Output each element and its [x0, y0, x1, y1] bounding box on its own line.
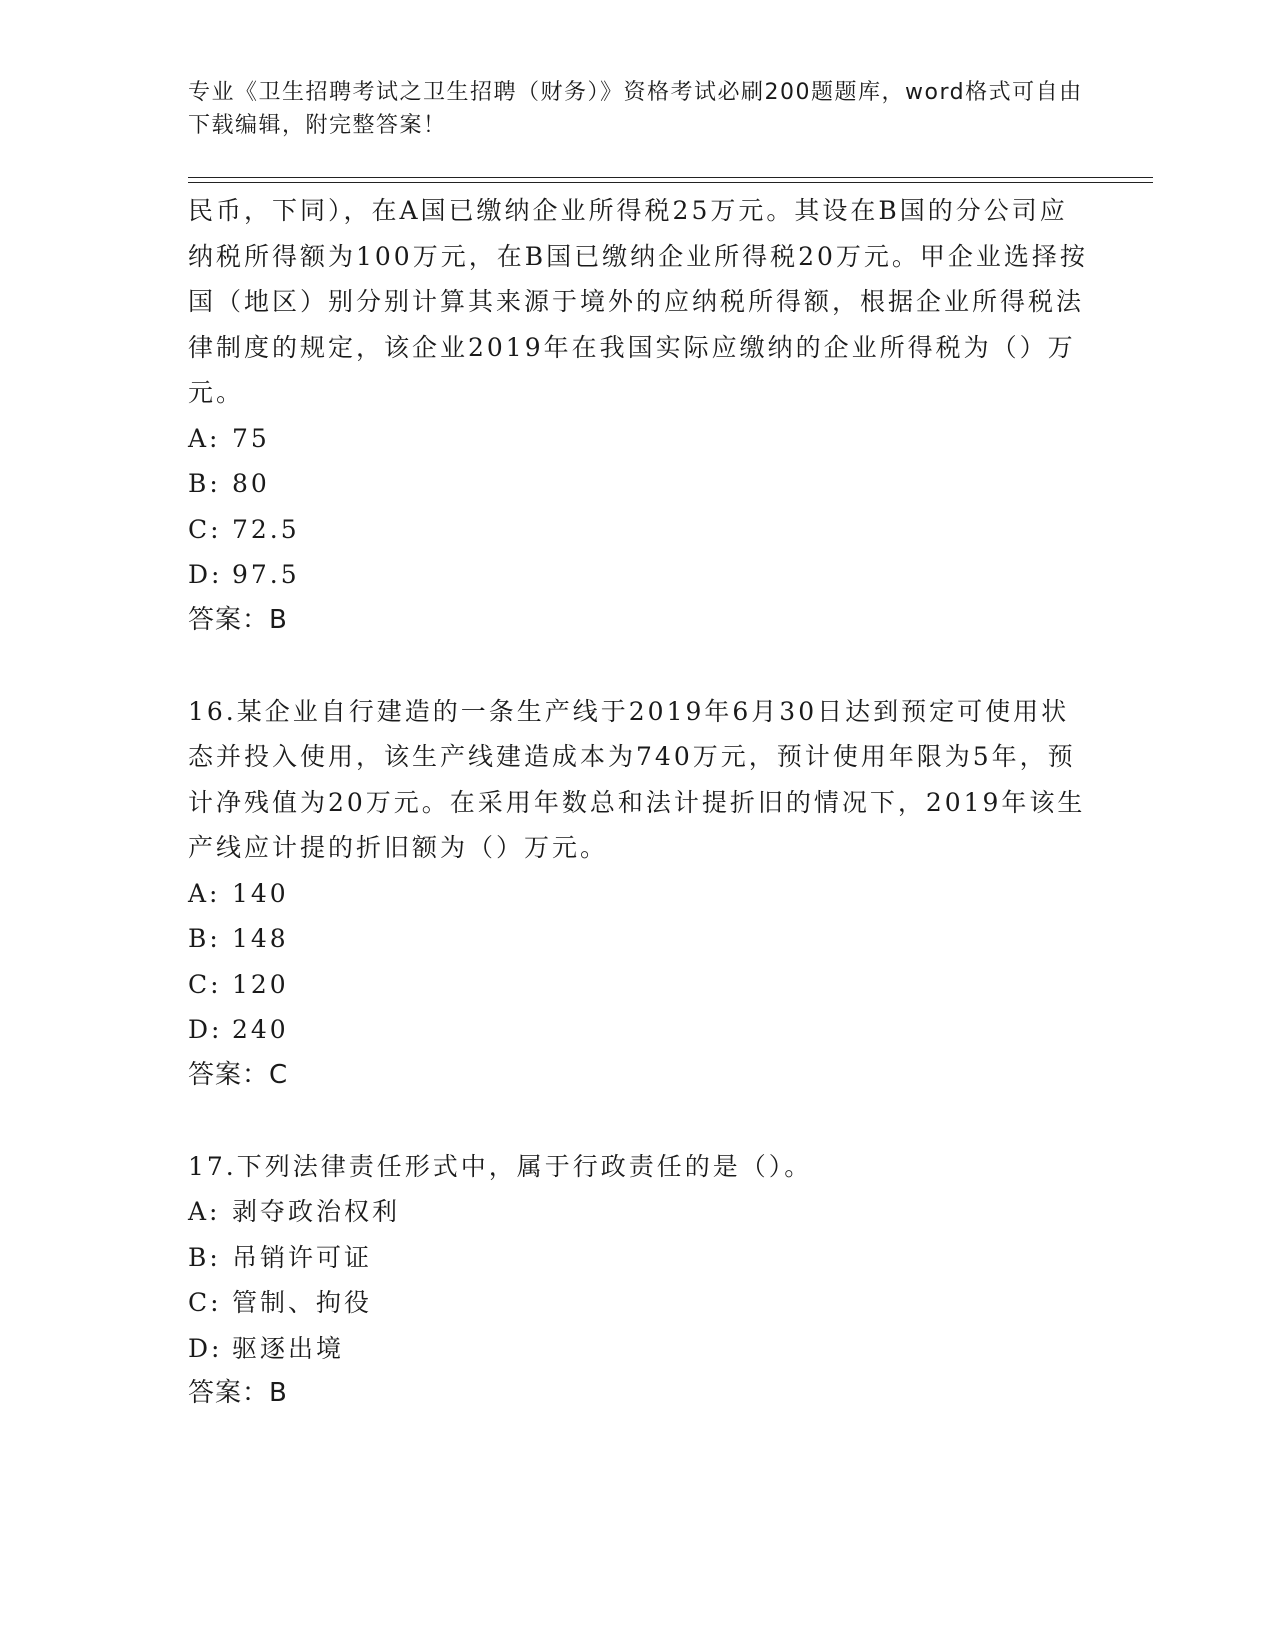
- option-key: C:: [188, 1288, 222, 1317]
- option-c: [188, 962, 1088, 1008]
- option-text: 驱逐出境: [232, 1333, 345, 1363]
- question-stem: 民币，下同），在A国已缴纳企业所得税25万元。其设在B国的分公司应纳税所得额为100万元，在B国已缴纳企业所得税20万元。甲企业选择按国（地区）别分别计算其来源于境外的应纳税所得额，根据企业所得税法律制度的规定，该企业2019年在我国实际应缴纳的企业所得税为（）万元。: [188, 196, 1088, 407]
- option-key: C:: [188, 514, 222, 544]
- question-stem: 17.下列法律责任形式中，属于行政责任的是（）。: [188, 1151, 813, 1181]
- option-key: A:: [188, 1197, 221, 1226]
- option-c: [188, 507, 1088, 553]
- header-divider-top: [188, 177, 1153, 178]
- answer-line: 答案：B: [188, 1378, 288, 1408]
- header-divider-bottom: [188, 182, 1153, 183]
- option-key: C:: [188, 969, 222, 999]
- question-spacer: [188, 1098, 1088, 1144]
- option-key: D:: [188, 1015, 223, 1044]
- option-text: 75: [232, 423, 270, 453]
- option-a: [188, 1189, 1088, 1235]
- option-c: [188, 1280, 1088, 1326]
- answer-line: 答案：C: [188, 1059, 289, 1090]
- option-text: 72.5: [232, 514, 300, 544]
- question-block: [188, 1144, 1088, 1417]
- option-key: A:: [188, 878, 221, 908]
- option-text: 240: [232, 1015, 289, 1044]
- option-text: 148: [232, 924, 289, 953]
- option-text: 120: [232, 969, 289, 999]
- question-stem: 16.某企业自行建造的一条生产线于2019年6月30日达到预定可使用状态并投入使用，该生产线建造成本为740万元，预计使用年限为5年，预计净残值为20万元。在采用年数总和法计提折旧的情况下，2019年该生产线应计提的折旧额为（）万元。: [188, 696, 1086, 862]
- option-key: B:: [188, 924, 221, 953]
- question-spacer: [188, 643, 1088, 689]
- question-block: [188, 188, 1088, 643]
- answer-line: 答案：B: [188, 604, 288, 635]
- option-b: [188, 916, 1088, 962]
- option-d: [188, 1326, 1088, 1372]
- header-title: 专业《卫生招聘考试之卫生招聘（财务）》资格考试必刷200题题库，word格式可自由下载编辑，附完整答案！: [188, 80, 1083, 138]
- option-text: 吊销许可证: [232, 1242, 373, 1272]
- option-text: 80: [232, 469, 270, 498]
- option-key: A:: [188, 423, 221, 453]
- document-header: [188, 76, 1088, 142]
- option-a: [188, 416, 1088, 462]
- option-text: 97.5: [232, 560, 300, 589]
- option-b: [188, 461, 1088, 507]
- option-key: D:: [188, 560, 223, 589]
- option-a: [188, 871, 1088, 917]
- question-block: [188, 689, 1088, 1099]
- question-list: [188, 188, 1088, 1417]
- option-text: 剥夺政治权利: [232, 1197, 401, 1226]
- option-key: B:: [188, 469, 221, 498]
- option-text: 管制、拘役: [232, 1288, 373, 1317]
- option-key: D:: [188, 1333, 223, 1363]
- option-d: [188, 552, 1088, 598]
- option-b: [188, 1235, 1088, 1281]
- option-text: 140: [232, 878, 289, 908]
- option-d: [188, 1007, 1088, 1053]
- option-key: B:: [188, 1242, 221, 1272]
